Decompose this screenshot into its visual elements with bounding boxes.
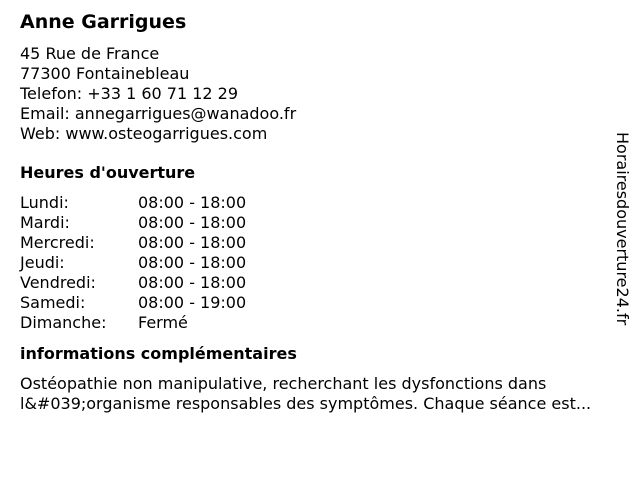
business-card [20, 10, 620, 414]
hours-time: Fermé [138, 313, 188, 332]
additional-info-text: Ostéopathie non manipulative, recherchant les dysfonctions dans l&#039;organisme responsables des symptômes. Chaque séance est... [20, 374, 592, 413]
hours-day: Mercredi: [20, 233, 95, 252]
hours-day: Mardi: [20, 213, 70, 232]
web-line[interactable]: Web: www.osteogarrigues.com [20, 124, 268, 143]
hours-row [20, 193, 620, 213]
phone-line[interactable]: Telefon: +33 1 60 71 12 29 [20, 84, 239, 103]
hours-day: Dimanche: [20, 313, 107, 332]
hours-row [20, 293, 620, 313]
email-line[interactable]: Email: annegarrigues@wanadoo.fr [20, 104, 297, 123]
hours-time: 08:00 - 18:00 [138, 193, 247, 212]
hours-time: 08:00 - 18:00 [138, 253, 247, 272]
hours-day: Vendredi: [20, 273, 96, 292]
opening-hours-table [20, 193, 620, 333]
hours-row [20, 313, 620, 333]
hours-time: 08:00 - 18:00 [138, 273, 247, 292]
hours-row [20, 233, 620, 253]
hours-row [20, 213, 620, 233]
hours-row [20, 273, 620, 293]
site-watermark: Horairesdouverture24.fr [613, 132, 632, 326]
city-address: 77300 Fontainebleau [20, 64, 190, 83]
hours-day: Samedi: [20, 293, 86, 312]
hours-row [20, 253, 620, 273]
business-name: Anne Garrigues [20, 11, 187, 33]
additional-info-title: informations complémentaires [20, 344, 297, 363]
hours-time: 08:00 - 18:00 [138, 213, 247, 232]
hours-day: Jeudi: [20, 253, 65, 272]
hours-time: 08:00 - 18:00 [138, 233, 247, 252]
opening-hours-title: Heures d'ouverture [20, 163, 196, 182]
hours-time: 08:00 - 19:00 [138, 293, 247, 312]
street-address: 45 Rue de France [20, 44, 160, 63]
hours-day: Lundi: [20, 193, 69, 212]
